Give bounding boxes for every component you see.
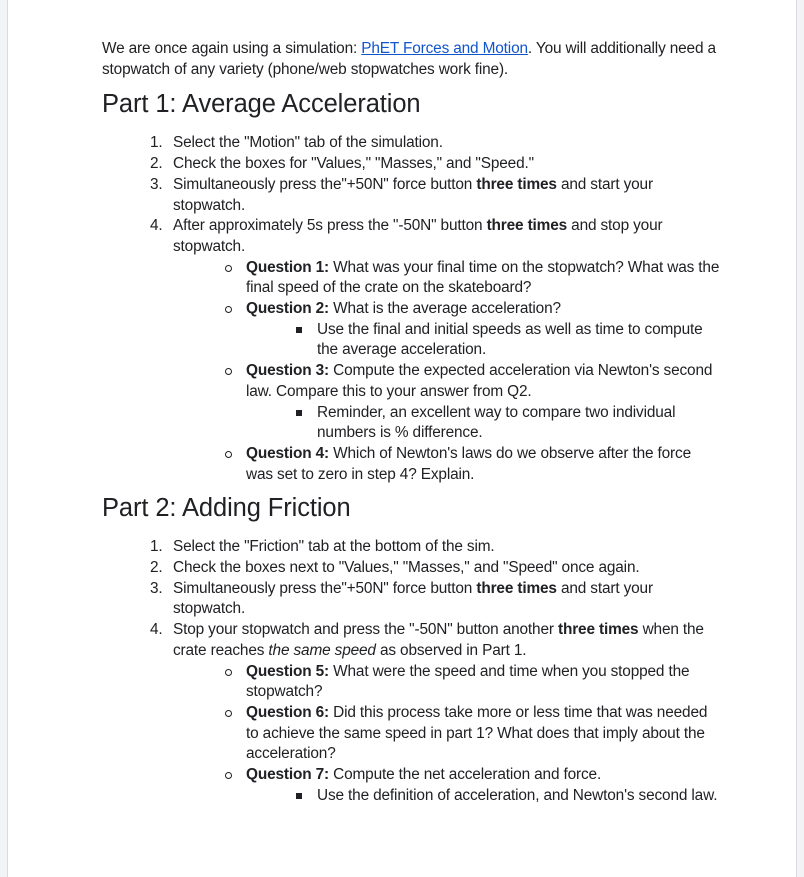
list-item: 2. Check the boxes next to "Values," "Masses," and "Speed" once again. (150, 559, 640, 577)
question-item: Question 6: Did this process take more or less time that was needed to achieve the same speed in part 1? What does that imply about the acceleration? (102, 703, 722, 765)
hollow-bullet-icon (225, 772, 232, 779)
question-item: Question 4: Which of Newton's laws do we observe after the force was set to zero in step 4? Explain. (102, 444, 722, 485)
hollow-bullet-icon (225, 669, 232, 676)
question-item: Question 2: What is the average acceleration? Use the final and initial speeds as well as time to compute the average acceleration. (102, 299, 722, 361)
list-item: 4. After approximately 5s press the "-50N" button three times and stop your stopwatch. Question 1: What was your final time on the stopwatch? What was the final speed of the crate on the skateboard? Question 2: What is the average acceleration? Use the final and initial speeds as well as time to compute the average acceleration. Question 3: Compute the expected acceleration via Newton's second law. Compare this to your answer from Q2. Reminder, an excellent way to compare two individual numbers is % difference. Question 4: Which of Newton's laws do we observe after the force was set to zero in step 4? Explain. (102, 216, 722, 485)
list-item: 3. Simultaneously press the"+50N" force button three times and start your stopwatch. (150, 175, 653, 214)
square-bullet-icon (296, 793, 302, 799)
list-item: 3. Simultaneously press the"+50N" force button three times and start your stopwatch. (150, 579, 653, 618)
list-item: 4. Stop your stopwatch and press the "-50N" button another three times when the crate reaches the same speed as observed in Part 1. Question 5: What were the speed and time when you stopped the stopwatch? Question 6: Did this process take more or less time that was needed to achieve the same speed in part 1? What does that imply about the acceleration? Question 7: Compute the net acceleration and force. Use the definition of acceleration, and Newton's second law. (102, 620, 722, 806)
list-item: 1. Select the "Friction" tab at the bottom of the sim. (150, 538, 495, 556)
sub-item: Use the final and initial speeds as well as time to compute the average acceleration. (102, 320, 722, 361)
question-item: Question 3: Compute the expected acceleration via Newton's second law. Compare this to your answer from Q2. Reminder, an excellent way to compare two individual numbers is % difference. (102, 361, 722, 444)
square-bullet-icon (296, 327, 302, 333)
hollow-bullet-icon (225, 451, 232, 458)
sub-item: Use the definition of acceleration, and Newton's second law. (102, 786, 722, 807)
question-item: Question 1: What was your final time on the stopwatch? What was the final speed of the crate on the skateboard? (102, 258, 722, 299)
hollow-bullet-icon (225, 306, 232, 313)
square-bullet-icon (296, 410, 302, 416)
part1-steps (102, 133, 722, 485)
part1-questions (102, 258, 722, 486)
document-page (7, 0, 797, 877)
intro-paragraph: We are once again using a simulation: PhET Forces and Motion. You will additionally need a stopwatch of any variety (phone/web stopwatches work fine). (102, 40, 716, 78)
document-content (102, 39, 722, 807)
sub-item: Reminder, an excellent way to compare two individual numbers is % difference. (102, 403, 722, 444)
list-item: 2. Check the boxes for "Values," "Masses," and "Speed." (150, 155, 534, 173)
question-item: Question 5: What were the speed and time when you stopped the stopwatch? (102, 662, 722, 703)
part2-steps (102, 537, 722, 806)
part2-heading: Part 2: Adding Friction (102, 494, 351, 523)
hollow-bullet-icon (225, 265, 232, 272)
phet-link[interactable]: PhET Forces and Motion (361, 40, 528, 57)
part1-heading: Part 1: Average Acceleration (102, 90, 421, 119)
list-item: 1. Select the "Motion" tab of the simulation. (150, 134, 443, 152)
part2-questions (102, 662, 722, 807)
question-item: Question 7: Compute the net acceleration and force. Use the definition of acceleration, and Newton's second law. (102, 765, 722, 806)
hollow-bullet-icon (225, 710, 232, 717)
hollow-bullet-icon (225, 368, 232, 375)
